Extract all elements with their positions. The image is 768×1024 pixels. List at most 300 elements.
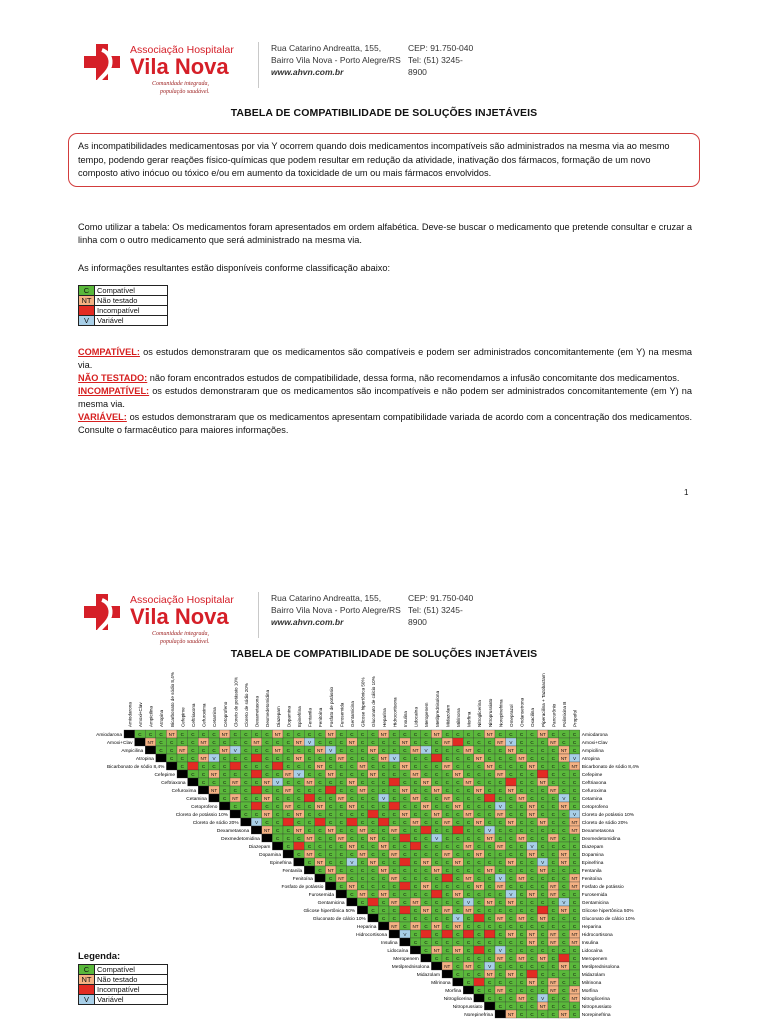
matrix-cell-label: C <box>254 796 259 801</box>
matrix-cell-label: C <box>456 900 460 905</box>
matrix-cell-label: C <box>318 812 322 817</box>
matrix-cell <box>400 882 411 890</box>
matrix-cell-label: NT <box>518 756 525 761</box>
matrix-cell-label: C <box>498 940 502 945</box>
matrix-cell-label: C <box>488 852 492 857</box>
matrix-cell-label: C <box>445 748 449 753</box>
matrix-cell-label: C <box>530 740 534 745</box>
matrix-cell-label: C <box>403 924 407 929</box>
matrix-cell-label: C <box>371 828 375 833</box>
row-label: Diazepam <box>248 845 271 850</box>
legend-row <box>79 975 168 985</box>
matrix-cell-label: C <box>339 828 343 833</box>
column-header: Fosfato de potássio <box>328 686 334 727</box>
row-label: Amoxi+Clav <box>106 741 133 746</box>
matrix-cell-label: C <box>456 884 460 889</box>
matrix-cell-label: C <box>519 932 524 937</box>
matrix-cell-label: C <box>360 884 365 889</box>
matrix-cell-label: C <box>424 844 428 849</box>
matrix-cell-label: C <box>530 780 534 785</box>
matrix-cell-label: C <box>530 924 534 929</box>
matrix-cell-label: NT <box>391 852 398 857</box>
matrix-cell-label: NT <box>486 764 493 769</box>
matrix-cell-label: C <box>477 780 481 785</box>
matrix-cell-label: C <box>413 804 418 809</box>
matrix-cell-label: NT <box>401 788 408 793</box>
matrix-cell-label: NT <box>560 1012 567 1017</box>
matrix-cell-label: C <box>424 812 428 817</box>
matrix-cell-label: NT <box>423 884 430 889</box>
matrix-diagonal-cell <box>209 794 220 802</box>
matrix-cell-label: C <box>170 756 174 761</box>
matrix-cell-label: NT <box>401 740 408 745</box>
matrix-cell-label: C <box>519 748 524 753</box>
matrix-cell-label: NT <box>507 972 514 977</box>
row-label: Dopamina <box>259 853 281 858</box>
matrix-cell-label: C <box>519 844 524 849</box>
matrix-cell-label: C <box>318 828 322 833</box>
matrix-cell-label: C <box>477 740 481 745</box>
matrix-cell-label: C <box>371 780 375 785</box>
matrix-cell-label: C <box>488 876 492 881</box>
matrix-cell-label: NT <box>507 860 514 865</box>
matrix-cell <box>272 762 283 770</box>
column-header: Cetoprofeno <box>222 701 228 727</box>
matrix-cell-label: C <box>572 980 577 985</box>
matrix-cell-label: C <box>445 836 449 841</box>
matrix-cell-label: C <box>541 1012 545 1017</box>
matrix-cell-label: C <box>392 812 396 817</box>
matrix-cell-label: C <box>551 860 555 865</box>
matrix-cell-label: NT <box>550 980 557 985</box>
legend-table <box>78 285 168 326</box>
matrix-cell-label: C <box>477 932 481 937</box>
matrix-cell-label: NT <box>539 956 546 961</box>
matrix-cell-label: NT <box>401 812 408 817</box>
matrix-cell-label: NT <box>550 932 557 937</box>
matrix-cell-label: C <box>530 732 534 737</box>
matrix-cell <box>230 762 241 770</box>
row-label: Dexmedetomidina <box>221 837 260 842</box>
matrix-cell-label: C <box>509 940 513 945</box>
matrix-cell-label: C <box>498 748 502 753</box>
matrix-cell-label: C <box>445 892 449 897</box>
matrix-diagonal-cell <box>166 762 177 770</box>
matrix-cell-label: C <box>445 916 449 921</box>
column-header: Fentanila <box>307 708 313 727</box>
matrix-cell-label: C <box>562 892 566 897</box>
matrix-cell-label: NT <box>412 820 419 825</box>
matrix-cell-label: NT <box>444 964 451 969</box>
matrix-cell <box>368 810 379 818</box>
matrix-cell-label: C <box>530 868 534 873</box>
matrix-cell-label: C <box>265 748 269 753</box>
matrix-cell-label: C <box>286 836 290 841</box>
matrix-cell-label: C <box>244 764 248 769</box>
matrix-cell-label: C <box>509 908 513 913</box>
matrix-cell-label: C <box>488 924 492 929</box>
matrix-cell-label: C <box>180 740 184 745</box>
matrix-cell-label: C <box>445 732 449 737</box>
matrix-cell-label: NT <box>306 780 313 785</box>
matrix-cell-label: C <box>286 828 290 833</box>
matrix-cell-label: C <box>551 748 555 753</box>
matrix-cell-label: NT <box>529 804 536 809</box>
column-header: Atropina <box>159 709 165 727</box>
matrix-cell-label: C <box>466 764 471 769</box>
matrix-cell-label: C <box>318 836 322 841</box>
matrix-cell-label: C <box>498 900 502 905</box>
matrix-cell-label: C <box>541 932 545 937</box>
matrix-cell-label: C <box>318 732 322 737</box>
row-label-right: Cetoprofeno <box>581 805 609 810</box>
row-label-right: Cetamina <box>581 797 603 802</box>
matrix-cell-label: C <box>392 772 396 777</box>
matrix-diagonal-cell <box>262 834 273 842</box>
matrix-cell-label: C <box>509 844 513 849</box>
matrix-cell-label: C <box>329 764 333 769</box>
matrix-cell <box>474 978 485 986</box>
matrix-cell <box>304 794 315 802</box>
matrix-cell-label: C <box>498 908 502 913</box>
matrix-cell-label: C <box>572 804 577 809</box>
matrix-cell-label: C <box>329 796 333 801</box>
matrix-cell-label: C <box>297 852 301 857</box>
matrix-cell-label: C <box>551 876 555 881</box>
row-label-right: Diazepam <box>581 845 604 850</box>
matrix-cell-label: NT <box>412 900 419 905</box>
matrix-cell-label: NT <box>253 740 260 745</box>
matrix-cell-label: C <box>562 780 566 785</box>
matrix-cell-label: C <box>445 772 449 777</box>
matrix-cell-label: C <box>403 844 407 849</box>
row-label-right: Norepinefrina <box>581 1013 611 1018</box>
matrix-cell-label: C <box>424 876 428 881</box>
matrix-cell-label: C <box>265 804 269 809</box>
matrix-diagonal-cell <box>474 994 485 1002</box>
row-label-right: Dexametasona <box>581 829 615 834</box>
matrix-cell-label: V <box>562 796 566 801</box>
matrix-cell-label: C <box>392 868 396 873</box>
row-label-right: Bicarbonato de sódio 8,4% <box>581 765 640 770</box>
matrix-cell-label: NT <box>433 868 440 873</box>
matrix-cell-label: C <box>435 796 439 801</box>
legend-row <box>79 296 168 306</box>
matrix-cell-label: C <box>371 756 375 761</box>
matrix-cell-label: C <box>339 820 343 825</box>
matrix-cell-label: C <box>530 916 534 921</box>
definition-compativel: COMPATÍVEL: os estudos demonstraram que os medicamentos são compatíveis e podem ser administrados concomitantemente (em Y) na mesma via. <box>78 347 692 370</box>
matrix-cell-label: C <box>572 908 577 913</box>
row-label: Gluconato de cálcio 10% <box>312 917 366 922</box>
matrix-cell-label: NT <box>423 804 430 809</box>
column-header: Lidocaína <box>413 707 419 727</box>
matrix-cell-label: C <box>435 908 439 913</box>
legend-row <box>79 316 168 326</box>
matrix-cell-label: C <box>424 916 428 921</box>
matrix-cell <box>378 818 389 826</box>
matrix-cell-label: C <box>350 828 354 833</box>
matrix-cell-label: C <box>477 988 481 993</box>
matrix-cell-label: C <box>307 820 312 825</box>
row-label-right: Ceftriaxona <box>581 781 607 786</box>
matrix-cell-label: C <box>562 836 566 841</box>
matrix-diagonal-cell <box>400 938 411 946</box>
matrix-cell-label: C <box>551 956 555 961</box>
matrix-cell-label: NT <box>433 948 440 953</box>
row-label: Gentamicina <box>317 901 345 906</box>
matrix-cell-label: C <box>424 836 428 841</box>
matrix-diagonal-cell <box>177 770 188 778</box>
how-to-text: Como utilizar a tabela: Os medicamentos foram apresentados em ordem alfabética. Deve-se buscar o medicamento que pretende consultar e cruzar a linha com o outro medicamento que será administrado na mesma via. <box>78 222 692 245</box>
matrix-cell-label: C <box>477 860 481 865</box>
legend-code: NT <box>79 975 95 985</box>
matrix-cell-label: C <box>456 820 460 825</box>
matrix-cell-label: C <box>541 884 545 889</box>
matrix-cell-label: C <box>286 740 290 745</box>
matrix-cell-label: C <box>519 740 524 745</box>
matrix-cell-label: C <box>339 884 343 889</box>
matrix-cell-label: C <box>435 820 439 825</box>
column-header: Metilprednisolona <box>434 690 440 727</box>
matrix-cell-label: C <box>572 788 577 793</box>
matrix-cell-label: C <box>435 884 439 889</box>
matrix-cell-label: C <box>148 732 153 737</box>
matrix-cell-label: NT <box>295 740 302 745</box>
matrix-cell-label: V <box>307 740 312 745</box>
matrix-cell-label: NT <box>327 732 334 737</box>
matrix-cell-label: C <box>498 788 502 793</box>
matrix-cell-label: C <box>413 764 418 769</box>
matrix-cell-label: C <box>488 860 492 865</box>
row-label: Metilprednisolona <box>391 965 430 970</box>
matrix-cell-label: C <box>488 844 492 849</box>
column-header: Morfina <box>466 711 472 727</box>
matrix-cell-label: NT <box>232 780 239 785</box>
matrix-cell <box>431 754 442 762</box>
matrix-cell-label: NT <box>507 932 514 937</box>
matrix-cell-label: C <box>477 892 481 897</box>
matrix-cell-label: C <box>371 844 375 849</box>
matrix-cell-label: NT <box>401 764 408 769</box>
matrix-cell-label: NT <box>560 756 567 761</box>
matrix-cell-label: C <box>392 908 396 913</box>
logo-tag1: Comunidade integrada, <box>152 631 209 637</box>
matrix-cell-label: C <box>530 948 534 953</box>
matrix-cell-label: C <box>329 844 333 849</box>
matrix-cell-label: C <box>477 868 481 873</box>
matrix-cell-label: C <box>435 780 439 785</box>
matrix-cell-label: C <box>360 756 365 761</box>
matrix-cell-label: C <box>265 756 269 761</box>
matrix-cell-label: C <box>530 756 534 761</box>
matrix-cell-label: C <box>191 732 195 737</box>
matrix-cell-label: NT <box>529 852 536 857</box>
matrix-cell-label: C <box>572 732 577 737</box>
matrix-cell-label: C <box>445 812 449 817</box>
matrix-cell-label: C <box>403 804 407 809</box>
matrix-cell-label: V <box>541 860 545 865</box>
matrix-cell-label: C <box>360 844 365 849</box>
matrix-cell-label: C <box>424 772 428 777</box>
matrix-cell-label: NT <box>295 828 302 833</box>
matrix-cell <box>442 874 453 882</box>
matrix-cell-label: C <box>530 796 534 801</box>
matrix-cell-label: V <box>498 804 502 809</box>
matrix-cell-label: C <box>530 836 534 841</box>
matrix-cell-label: NT <box>454 924 461 929</box>
matrix-cell-label: C <box>286 756 290 761</box>
matrix-cell-label: C <box>339 852 343 857</box>
matrix-cell-label: C <box>424 948 428 953</box>
column-header: Glicose hipertônica 50% <box>360 677 366 727</box>
matrix-cell-label: NT <box>423 908 430 913</box>
matrix-cell-label: C <box>435 900 439 905</box>
matrix-cell-label: NT <box>497 988 504 993</box>
matrix-cell-label: V <box>509 740 513 745</box>
matrix-cell-label: C <box>498 868 502 873</box>
matrix-cell-label: C <box>466 756 471 761</box>
matrix-cell-label: NT <box>179 748 186 753</box>
matrix-cell-label: NT <box>433 788 440 793</box>
matrix-cell-label: V <box>435 836 439 841</box>
matrix-cell-label: C <box>223 780 227 785</box>
legend-code: NT <box>79 296 95 306</box>
matrix-cell-label: NT <box>327 828 334 833</box>
matrix-diagonal-cell <box>347 898 358 906</box>
matrix-cell-label: C <box>562 812 566 817</box>
matrix-cell-label: C <box>445 868 449 873</box>
website-link[interactable]: www.ahvn.com.br <box>271 67 344 77</box>
matrix-cell-label: NT <box>370 836 377 841</box>
matrix-cell-label: C <box>509 812 513 817</box>
matrix-cell-label: C <box>413 812 418 817</box>
matrix-cell-label: C <box>456 964 460 969</box>
matrix-cell-label: C <box>424 820 428 825</box>
matrix-cell-label: C <box>329 812 333 817</box>
matrix-cell-label: V <box>509 892 513 897</box>
matrix-cell-label: C <box>519 812 524 817</box>
matrix-cell-label: C <box>382 812 386 817</box>
matrix-cell-label: C <box>360 772 365 777</box>
matrix-cell-label: NT <box>518 796 525 801</box>
matrix-cell-label: C <box>371 740 375 745</box>
matrix-cell-label: NT <box>571 820 578 825</box>
matrix-cell <box>325 786 336 794</box>
matrix-cell-label: NT <box>423 860 430 865</box>
matrix-cell-label: C <box>551 1004 555 1009</box>
legend-label: Compatível <box>95 965 168 975</box>
legend-row <box>79 965 168 975</box>
matrix-cell-label: C <box>329 860 333 865</box>
matrix-cell-label: C <box>382 740 386 745</box>
matrix-cell-label: NT <box>529 940 536 945</box>
matrix-cell-label: C <box>477 796 481 801</box>
matrix-cell <box>537 770 548 778</box>
column-header: Meropenem <box>424 702 430 727</box>
matrix-cell-label: C <box>350 764 354 769</box>
matrix-cell-label: C <box>392 740 396 745</box>
matrix-cell-label: C <box>562 980 566 985</box>
matrix-cell-label: C <box>477 964 481 969</box>
matrix-cell-label: C <box>572 1004 577 1009</box>
matrix-cell-label: NT <box>476 852 483 857</box>
matrix-cell-label: C <box>435 772 439 777</box>
row-label-right: Hidrocortisona <box>581 933 613 938</box>
matrix-cell-label: NT <box>264 812 271 817</box>
matrix-cell-label: C <box>562 788 566 793</box>
matrix-cell-label: C <box>244 788 248 793</box>
matrix-cell-label: C <box>488 884 492 889</box>
matrix-cell-label: NT <box>560 908 567 913</box>
matrix-cell-label: NT <box>285 804 292 809</box>
matrix-cell-label: C <box>466 916 471 921</box>
matrix-cell-label: C <box>276 772 280 777</box>
matrix-cell-label: C <box>403 748 407 753</box>
matrix-cell-label: C <box>329 876 333 881</box>
matrix-cell-label: C <box>392 732 396 737</box>
legend-code: C <box>79 286 95 296</box>
matrix-cell-label: C <box>392 836 396 841</box>
row-label: Dexametasona <box>216 829 250 834</box>
matrix-cell-label: C <box>509 988 513 993</box>
matrix-cell-label: C <box>466 868 471 873</box>
matrix-cell-label: NT <box>317 860 324 865</box>
matrix-cell-label: C <box>445 780 449 785</box>
matrix-cell-label: NT <box>200 740 207 745</box>
matrix-cell-label: NT <box>476 788 483 793</box>
matrix-cell-label: V <box>541 996 545 1001</box>
matrix-cell-label: C <box>530 860 534 865</box>
matrix-cell-label: C <box>551 852 555 857</box>
matrix-cell-label: C <box>212 732 216 737</box>
matrix-cell-label: C <box>498 892 502 897</box>
matrix-cell-label: NT <box>348 804 355 809</box>
matrix-cell-label: C <box>276 820 280 825</box>
matrix-cell-label: C <box>519 732 524 737</box>
row-label-right: Fentanila <box>581 869 602 874</box>
logo-line1: Associação Hospitalar <box>130 44 234 56</box>
matrix-cell-label: C <box>360 748 365 753</box>
matrix-cell-label: C <box>254 764 259 769</box>
matrix-cell-label: NT <box>348 740 355 745</box>
row-label: Morfina <box>445 989 462 994</box>
matrix-cell-label: C <box>530 828 534 833</box>
matrix-cell-label: C <box>466 852 471 857</box>
logo-line2: Vila Nova <box>130 54 229 79</box>
matrix-cell-label: C <box>403 916 407 921</box>
matrix-cell-label: C <box>350 788 354 793</box>
matrix-diagonal-cell <box>272 842 283 850</box>
legend-code: V <box>79 995 95 1005</box>
matrix-cell <box>527 970 538 978</box>
matrix-cell-label: C <box>551 772 555 777</box>
column-header: Ondansetrona <box>519 697 525 727</box>
matrix-cell-label: NT <box>560 748 567 753</box>
matrix-diagonal-cell <box>156 754 167 762</box>
matrix-cell-label: C <box>498 996 502 1001</box>
matrix-cell-label: C <box>265 740 269 745</box>
matrix-cell-label: C <box>456 844 460 849</box>
row-label-right: Midazolam <box>581 973 606 978</box>
legend-row <box>79 286 168 296</box>
matrix-cell-label: NT <box>444 820 451 825</box>
matrix-cell-label: NT <box>285 772 292 777</box>
matrix-cell-label: C <box>551 804 555 809</box>
matrix-cell-label: C <box>572 892 577 897</box>
matrix-cell-label: NT <box>497 812 504 817</box>
website-link[interactable]: www.ahvn.com.br <box>271 617 344 627</box>
